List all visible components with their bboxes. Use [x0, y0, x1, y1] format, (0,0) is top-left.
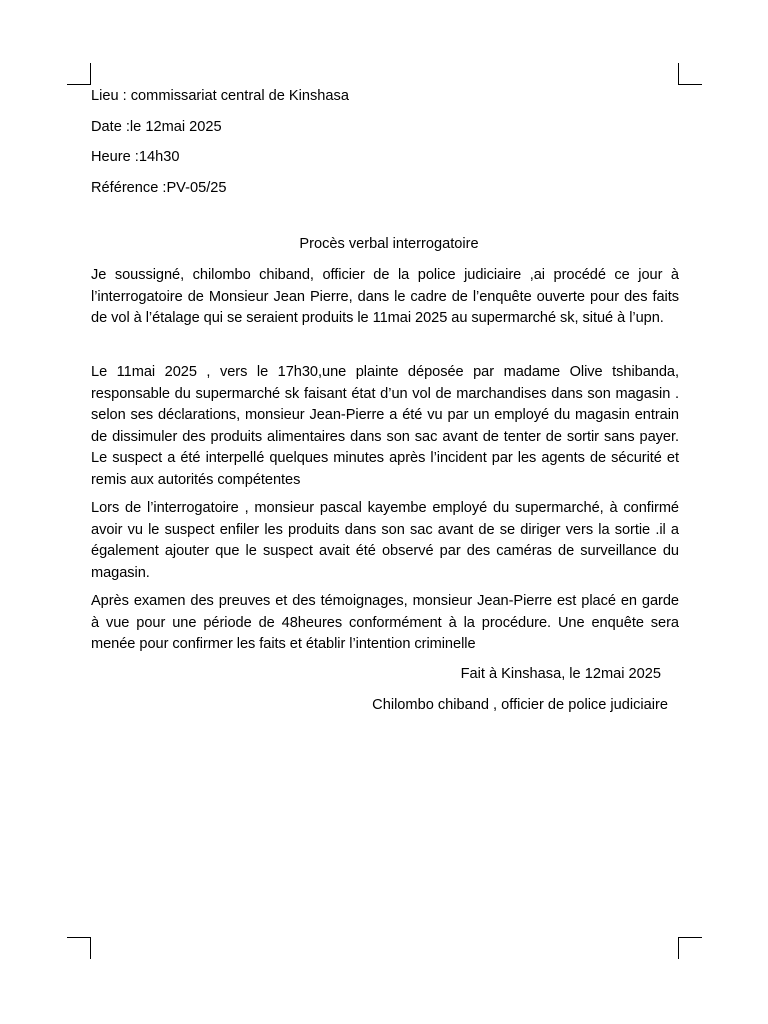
reference-line: Référence :PV-05/25 [91, 180, 227, 196]
location-line: Lieu : commissariat central de Kinshasa [91, 88, 349, 104]
paragraph-witness: Lors de l’interrogatoire , monsieur pascal kayembe employé du supermarché, à confirmé avoir vu le suspect enfiler les produits dans son sac avant de se diriger vers la sortie .il a également ajouter que le suspect avait été observé par des caméras de surveillance du magasin. [91, 500, 679, 581]
paragraph-complaint: Le 11mai 2025 , vers le 17h30,une plainte déposée par madame Olive tshibanda, responsable du supermarché sk faisant état d’un vol de marchandises dans son magasin . selon ses déclarations, monsieur Jean-Pierre a été vu par un employé du magasin entrain de dissimuler des produits alimentaires dans son sac avant de tenter de sortir sans payer. Le suspect a été interpellé quelques minutes après l’incident par les agents de sécurité et remis aux autorités compétentes [91, 364, 679, 488]
document-title: Procès verbal interrogatoire [299, 236, 479, 252]
paragraph-conclusion: Après examen des preuves et des témoignages, monsieur Jean-Pierre est placé en garde à vue pour une période de 48heures conformément à la procédure. Une enquête sera menée pour confirmer les faits et établir l’intention criminelle [91, 593, 679, 652]
paragraph-introduction: Je soussigné, chilombo chiband, officier de la police judiciaire ,ai procédé ce jour à l’interrogatoire de Monsieur Jean Pierre, dans le cadre de l’enquête ouverte pour des faits de vol à l’étalage qui se seraient produits le 11mai 2025 au supermarché sk, situé à l’upn. [91, 267, 679, 326]
date-line: Date :le 12mai 2025 [91, 119, 222, 135]
closing-place-date: Fait à Kinshasa, le 12mai 2025 [460, 666, 661, 682]
crop-mark-bottom-right [678, 937, 702, 959]
crop-mark-bottom-left [67, 937, 91, 959]
signature-line: Chilombo chiband , officier de police judiciaire [372, 697, 668, 713]
crop-mark-top-right [678, 63, 702, 85]
time-line: Heure :14h30 [91, 149, 180, 165]
crop-mark-top-left [67, 63, 91, 85]
